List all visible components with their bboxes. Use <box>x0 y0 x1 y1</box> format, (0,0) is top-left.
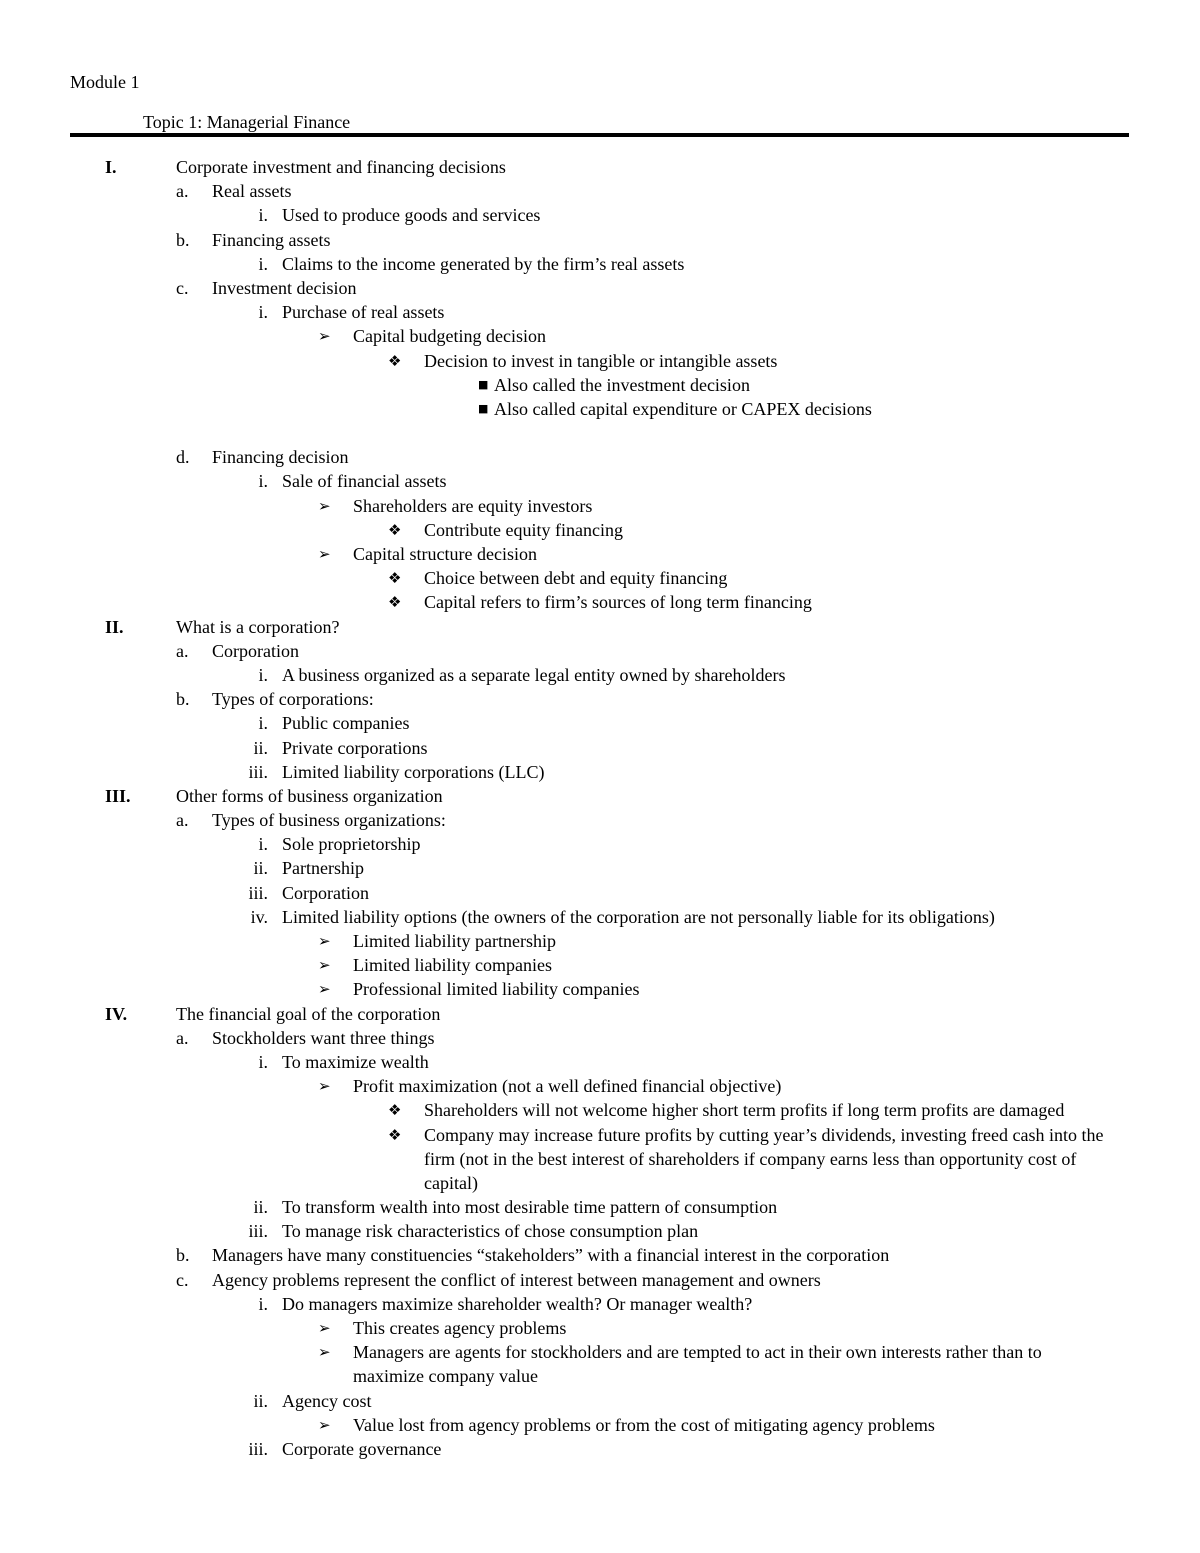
lower-roman-marker: i. <box>258 471 268 492</box>
outline-item-text: Shareholders will not welcome higher short term profits if long term profits are damaged <box>424 1100 1065 1121</box>
lower-roman-marker: ii. <box>253 1390 268 1411</box>
outline-item <box>0 881 1200 905</box>
arrow-bullet-icon: ➢ <box>318 1319 331 1338</box>
outline-item-text: Do managers maximize shareholder wealth? Or manager wealth? <box>282 1293 753 1314</box>
outline-item <box>0 736 1200 760</box>
letter-marker: c. <box>176 277 189 298</box>
outline-item <box>0 203 1200 227</box>
outline-item <box>0 1050 1200 1074</box>
outline-item-text: Financing decision <box>212 447 349 468</box>
outline-item <box>0 1316 1200 1340</box>
outline-item-text: Agency cost <box>282 1390 372 1411</box>
outline-item <box>0 1389 1200 1413</box>
outline-item-text: Investment decision <box>212 277 357 298</box>
topic-heading: Topic 1: Managerial Finance <box>143 112 351 132</box>
lower-roman-marker: i. <box>258 664 268 685</box>
arrow-bullet-icon: ➢ <box>318 1415 331 1434</box>
lower-roman-marker: iii. <box>248 1439 268 1460</box>
outline-item-text: Company may increase future profits by cutting year’s dividends, investing freed cash into the firm (not in the best interest of shareholders if company earns less than opportunity cost of capital) <box>424 1124 1104 1193</box>
letter-marker: d. <box>176 447 190 468</box>
diamond-bullet-icon: ❖ <box>388 593 402 612</box>
outline-item <box>0 929 1200 953</box>
lower-roman-marker: i. <box>258 253 268 274</box>
outline-item <box>0 856 1200 880</box>
outline-item <box>0 349 1200 373</box>
square-bullet-icon: ■ <box>478 401 489 415</box>
outline-item <box>0 1002 1200 1026</box>
roman-numeral-marker: IV. <box>105 1003 128 1024</box>
outline-item <box>0 760 1200 784</box>
outline-item <box>0 639 1200 663</box>
blank-line <box>0 421 1200 445</box>
outline-item-text: Managers are agents for stockholders and are tempted to act in their own interests rather than to maximize company value <box>353 1342 1042 1387</box>
outline-item-text: Real assets <box>212 181 292 202</box>
outline-item-text: Also called capital expenditure or CAPEX decisions <box>494 398 872 419</box>
outline-item <box>0 1292 1200 1316</box>
outline-item-text: Corporate investment and financing decisions <box>176 157 506 177</box>
outline-item <box>0 1437 1200 1461</box>
outline-item <box>0 1268 1200 1292</box>
lower-roman-marker: i. <box>258 302 268 323</box>
outline-item-text: Contribute equity financing <box>424 519 623 540</box>
outline-item-text: What is a corporation? <box>176 616 340 637</box>
outline-item <box>0 1340 1200 1388</box>
outline-item <box>0 566 1200 590</box>
outline-item-text: Corporation <box>212 640 299 661</box>
outline-item-text: Capital budgeting decision <box>353 326 546 347</box>
letter-marker: c. <box>176 1269 189 1290</box>
outline-item <box>0 1026 1200 1050</box>
outline-item-text: Value lost from agency problems or from the cost of mitigating agency problems <box>353 1414 935 1435</box>
outline-item-text: To maximize wealth <box>282 1051 429 1072</box>
diamond-bullet-icon: ❖ <box>388 351 402 370</box>
diamond-bullet-icon: ❖ <box>388 1101 402 1120</box>
arrow-bullet-icon: ➢ <box>318 932 331 950</box>
outline-list <box>0 155 1200 1461</box>
arrow-bullet-icon: ➢ <box>318 980 331 999</box>
letter-marker: a. <box>176 640 189 661</box>
outline-item-text: Limited liability partnership <box>353 931 556 951</box>
outline-item-text: Capital structure decision <box>353 544 537 564</box>
outline-item-text: Types of corporations: <box>212 689 374 710</box>
outline-item-text: Other forms of business organization <box>176 785 443 806</box>
outline-item-text: The financial goal of the corporation <box>176 1003 441 1024</box>
outline-item <box>0 977 1200 1001</box>
diamond-bullet-icon: ❖ <box>388 520 402 539</box>
outline-item-text: Managers have many constituencies “stakeholders” with a financial interest in the corporation <box>212 1245 890 1266</box>
lower-roman-marker: i. <box>258 834 268 855</box>
outline-item <box>0 228 1200 252</box>
outline-item-text: This creates agency problems <box>353 1318 567 1339</box>
outline-item <box>0 808 1200 832</box>
outline-item-text: Limited liability companies <box>353 955 552 976</box>
lower-roman-marker: i. <box>258 1051 268 1072</box>
outline-item <box>0 252 1200 276</box>
outline-item <box>0 1243 1200 1267</box>
outline-item <box>0 179 1200 203</box>
lower-roman-marker: iii. <box>248 761 268 782</box>
outline-item <box>0 687 1200 711</box>
outline-item-text: Agency problems represent the conflict of interest between management and owners <box>212 1269 821 1290</box>
letter-marker: b. <box>176 229 190 250</box>
arrow-bullet-icon: ➢ <box>318 1343 331 1362</box>
letter-marker: a. <box>176 810 189 831</box>
lower-roman-marker: iii. <box>248 882 268 903</box>
letter-marker: b. <box>176 689 190 710</box>
letter-marker: b. <box>176 1245 190 1266</box>
arrow-bullet-icon: ➢ <box>318 545 331 563</box>
outline-item <box>0 276 1200 300</box>
outline-item <box>0 324 1200 348</box>
diamond-bullet-icon: ❖ <box>388 569 402 588</box>
outline-item <box>0 373 1200 397</box>
outline-item-text: To transform wealth into most desirable time pattern of consumption <box>282 1197 778 1218</box>
heading-divider <box>70 133 1129 137</box>
outline-item <box>0 1413 1200 1437</box>
outline-item <box>0 1074 1200 1098</box>
outline-item-text: Choice between debt and equity financing <box>424 568 728 589</box>
outline-item-text: Partnership <box>282 858 364 879</box>
roman-numeral-marker: III. <box>105 785 131 806</box>
module-heading: Module 1 <box>70 72 140 92</box>
roman-numeral-marker: II. <box>105 616 124 637</box>
square-bullet-icon: ■ <box>478 377 489 391</box>
outline-item <box>0 663 1200 687</box>
lower-roman-marker: ii. <box>253 1197 268 1218</box>
outline-item-text: Decision to invest in tangible or intangible assets <box>424 350 778 371</box>
outline-item-text: Financing assets <box>212 229 331 250</box>
lower-roman-marker: i. <box>258 1293 268 1314</box>
outline-item <box>0 905 1200 929</box>
outline-item-text: Also called the investment decision <box>494 374 750 395</box>
outline-item <box>0 590 1200 614</box>
outline-item-text: Used to produce goods and services <box>282 205 541 226</box>
outline-item-text: Purchase of real assets <box>282 302 445 323</box>
outline-item-text: Profit maximization (not a well defined financial objective) <box>353 1076 782 1097</box>
outline-item <box>0 155 1200 179</box>
outline-item-text: Sale of financial assets <box>282 471 447 492</box>
outline-item-text: Limited liability options (the owners of the corporation are not personally liable for its obligations) <box>282 906 995 927</box>
arrow-bullet-icon: ➢ <box>318 327 331 346</box>
outline-item <box>0 832 1200 856</box>
outline-item-text: A business organized as a separate legal entity owned by shareholders <box>282 664 786 685</box>
outline-item <box>0 542 1200 566</box>
arrow-bullet-icon: ➢ <box>318 1077 331 1096</box>
outline-item <box>0 784 1200 808</box>
outline-item-text: Limited liability corporations (LLC) <box>282 761 545 782</box>
outline-item-text: To manage risk characteristics of chose consumption plan <box>282 1221 699 1242</box>
lower-roman-marker: ii. <box>253 737 268 758</box>
outline-item-text: Sole proprietorship <box>282 834 421 855</box>
outline-item <box>0 1098 1200 1122</box>
outline-item-text: Claims to the income generated by the firm’s real assets <box>282 253 685 274</box>
arrow-bullet-icon: ➢ <box>318 496 331 515</box>
outline-item <box>0 518 1200 542</box>
outline-item <box>0 1123 1200 1196</box>
outline-item <box>0 1195 1200 1219</box>
outline-item <box>0 397 1200 421</box>
outline-item <box>0 615 1200 639</box>
outline-item <box>0 300 1200 324</box>
lower-roman-marker: i. <box>258 713 268 734</box>
letter-marker: a. <box>176 181 189 202</box>
outline-item-text: Stockholders want three things <box>212 1027 435 1048</box>
outline-item-text: Types of business organizations: <box>212 810 446 831</box>
outline-item <box>0 953 1200 977</box>
outline-item-text: Professional limited liability companies <box>353 979 640 1000</box>
outline-item <box>0 711 1200 735</box>
lower-roman-marker: iv. <box>250 906 268 927</box>
outline-item-text: Public companies <box>282 713 410 734</box>
outline-item-text: Corporation <box>282 882 369 903</box>
outline-item <box>0 494 1200 518</box>
outline-item <box>0 469 1200 493</box>
outline-item <box>0 445 1200 469</box>
outline-item-text: Capital refers to firm’s sources of long term financing <box>424 592 812 613</box>
roman-numeral-marker: I. <box>105 157 117 177</box>
outline-item-text: Private corporations <box>282 737 428 758</box>
outline-item-text: Corporate governance <box>282 1439 442 1460</box>
lower-roman-marker: ii. <box>253 858 268 879</box>
diamond-bullet-icon: ❖ <box>388 1125 402 1144</box>
lower-roman-marker: iii. <box>248 1221 268 1242</box>
letter-marker: a. <box>176 1027 189 1048</box>
outline-item <box>0 1219 1200 1243</box>
outline-item-text: Shareholders are equity investors <box>353 495 593 516</box>
arrow-bullet-icon: ➢ <box>318 956 331 975</box>
lower-roman-marker: i. <box>258 205 268 226</box>
